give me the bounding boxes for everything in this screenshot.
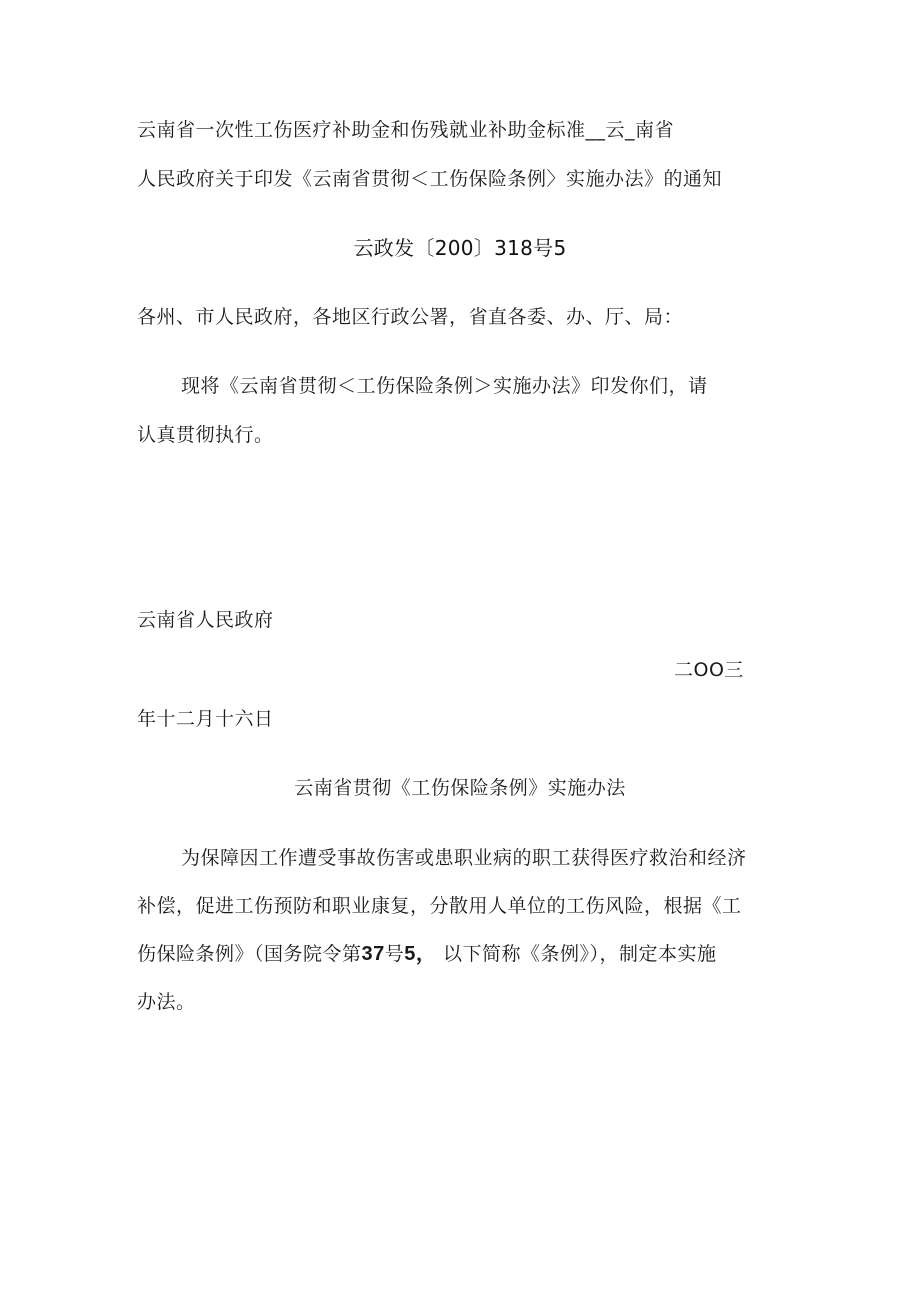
preamble-line-3-end: 以下简称《条例》），制定本实施 bbox=[436, 943, 717, 965]
notice-body-line-2: 认真贯彻执行。 bbox=[137, 424, 274, 446]
date-month-day: 年十二月十六日 bbox=[137, 708, 274, 730]
section-title: 云南省贯彻《工伤保险条例》实施办法 bbox=[294, 777, 626, 799]
order-number: 37 bbox=[361, 943, 385, 965]
date-year: 二OO三 bbox=[674, 659, 744, 681]
issuer: 云南省人民政府 bbox=[137, 609, 274, 631]
title-line-2: 人民政府关于印发《云南省贯彻＜工伤保险条例〉实施办法》的通知 bbox=[137, 168, 723, 190]
title-line-1: 云南省一次性工伤医疗补助金和伤残就业补助金标准__云_南省 bbox=[137, 119, 675, 141]
order-suffix: 5， bbox=[404, 943, 437, 965]
document-number: 云政发〔200〕318号5 bbox=[353, 236, 567, 260]
preamble-line-4: 办法。 bbox=[137, 991, 196, 1013]
preamble-line-3-start: 伤保险条例》（国务院令第 bbox=[137, 943, 362, 965]
addressees: 各州、市人民政府，各地区行政公署，省直各委、办、厅、局： bbox=[137, 306, 684, 328]
notice-body-line-1: 现将《云南省贯彻＜工伤保险条例＞实施办法》印发你们，请 bbox=[181, 375, 708, 397]
preamble-line-1: 为保障因工作遭受事故伤害或患职业病的职工获得医疗救治和经济 bbox=[181, 847, 747, 869]
preamble-line-2: 补偿，促进工伤预防和职业康复，分散用人单位的工伤风险，根据《工 bbox=[137, 895, 742, 917]
preamble-line-3 bbox=[137, 942, 716, 966]
preamble-line-3-hao: 号 bbox=[384, 943, 405, 965]
